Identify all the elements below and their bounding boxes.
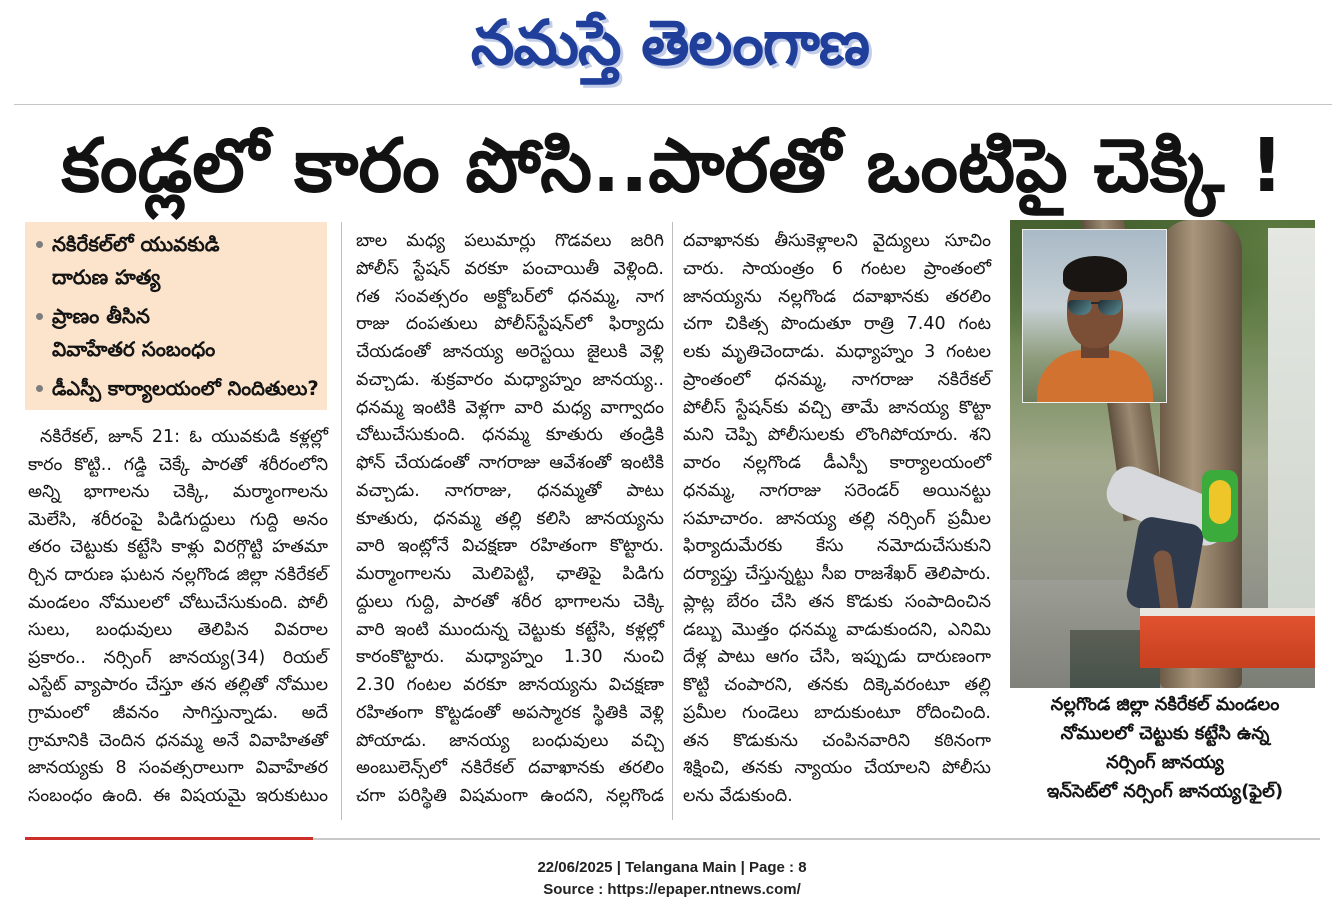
bullet-icon: [36, 385, 43, 392]
article-line: తన కొడుకును చంపినవారిని కఠినంగా: [683, 730, 991, 751]
article-line: ధనమ్మ, నాగరాజు సరెండర్ అయినట్టు: [683, 480, 991, 501]
article-line: ఫిర్యాదుమేరకు కేసు నమోదుచేసుకుని: [683, 536, 991, 557]
article-column-2: [356, 228, 664, 811]
article-line: వచ్చాడు. శుక్రవారం మధ్యాహ్నం జానయ్య..: [356, 369, 664, 390]
photo-sky: [1268, 228, 1315, 618]
photo-garland-flowers: [1209, 480, 1231, 524]
article-line: ఎస్టేట్ వ్యాపారం చేస్తూ తన తల్లితో నోముల: [28, 675, 328, 696]
photo-curb: [1140, 616, 1315, 668]
article-line: రాజు దంపతులు పోలీస్‌స్టేషన్‌లో ఫిర్యాదు: [356, 314, 664, 335]
article-line: దర్యాప్తు చేస్తున్నట్టు సీఐ రాజశేఖర్ తెలిపారు.: [683, 564, 991, 584]
caption-line: నర్సింగ్ జానయ్య: [1106, 752, 1224, 773]
article-line: గ్రామంలో జీవనం సాగిస్తున్నాడు. అదే: [28, 702, 328, 723]
article-line: గత సంవత్సరం అక్టోబర్‌లో ధనమ్మ, నాగ: [356, 286, 664, 307]
article-line: కొట్టి చంపారని, తనకు దిక్కెవరంటూ తల్లి: [683, 675, 991, 695]
article-line: వచ్చాడు. నాగరాజు, ధనమ్మతో పాటు: [356, 480, 664, 501]
article-line: పోలీస్ స్టేషన్‌కు వచ్చి తామే జానయ్య కొట్టా: [683, 397, 991, 418]
article-line: సంబంధం ఉంది. ఈ విషయమై ఇరుకుటుం: [28, 785, 328, 806]
highlight-line: వివాహేతర సంబంధం: [52, 337, 216, 361]
highlight-item: [52, 372, 322, 405]
article-line: ధనమ్మ ఇంటికి వెళ్లగా వారి మధ్య వాగ్వాదం: [356, 397, 664, 418]
article-line: అన్ని భాగాలను చెక్కి, మర్మాంగాలను: [28, 482, 328, 503]
masthead-divider: [14, 104, 1332, 105]
article-line: లకు మృతిచెందాడు. మధ్యాహ్నం 3 గంటల: [683, 342, 991, 362]
article-line: ప్రకారం.. నర్సింగ్ జానయ్య(34) రియల్: [28, 647, 328, 668]
caption-line: నోములలో చెట్టుకు కట్టేసి ఉన్న: [1060, 723, 1270, 744]
article-line: చగా పరిస్థితి విషమంగా ఉందని, నల్లగొండ: [356, 786, 664, 806]
article-line: ద్దులు గుద్ది, పారతో శరీర భాగాలను చెక్కి: [356, 591, 664, 612]
footer-separator: |: [616, 859, 621, 876]
footer-separator: |: [740, 859, 745, 876]
footer-edition-line: [372, 858, 972, 878]
column-divider: [672, 222, 673, 820]
bullet-icon: [36, 313, 43, 320]
footer-source-label: Source :: [543, 881, 604, 898]
article-line: డబ్బు మొత్తం ధనమ్మ వాడుకుందని, ఎనిమి: [683, 619, 991, 640]
article-line: ఫోన్ చేయడంతో నాగరాజు ఆవేశంతో ఇంటికి: [356, 453, 664, 473]
article-line: 2.30 గంటల వరకూ జానయ్యను విచక్షణా: [356, 675, 664, 695]
column-divider: [341, 222, 342, 820]
highlight-line: ప్రాణం తీసిన: [52, 304, 150, 328]
article-line: చోటుచేసుకుంది. ధనమ్మ కూతురు తండ్రికి: [356, 425, 664, 446]
footer-page: Page : 8: [749, 859, 807, 876]
headline: కండ్లలో కారం పోసి..పారతో ఒంటిపై చెక్కి !: [61, 123, 1284, 209]
article-line: శిక్షించి, తనకు న్యాయం చేయాలని పోలీసు: [683, 758, 991, 779]
article-column-1: [28, 424, 328, 810]
article-line: సమాచారం. జానయ్య తల్లి నర్సింగ్ ప్రమీల: [683, 508, 991, 529]
highlight-line: దారుణ హత్య: [52, 265, 161, 289]
article-line: అంబులెన్స్‌లో నకిరేకల్ దవాఖానకు తరలిం: [356, 758, 664, 779]
article-line: వారి ఇంట్లోనే విచక్షణా రహితంగా కొట్టారు.: [356, 536, 664, 557]
article-line: జానయ్యను నల్లగొండ దవాఖానకు తరలిం: [683, 286, 991, 307]
highlight-item: [52, 300, 322, 366]
masthead-logo: నమస్తే తెలంగాణ: [470, 6, 870, 79]
footer-date: 22/06/2025: [537, 859, 613, 876]
article-line: తరం చెట్టుకు కట్టేసి కాళ్లు విరగ్గొట్టి హతమా: [28, 537, 328, 558]
article-line: పోలీస్ స్టేషన్ వరకూ పంచాయితీ వెళ్లింది.: [356, 258, 664, 279]
footer-source-line: [372, 880, 972, 900]
bottom-accent-rule: [25, 837, 313, 840]
article-line: గ్రామానికి చెందిన ధనమ్మ అనే వివాహితతో: [28, 730, 328, 751]
article-line: మెలేసి, శరీరంపై పిడిగుద్దులు గుద్ది అనం: [28, 509, 328, 530]
article-line: కూతురు, ధనమ్మ తల్లి కలిసి జానయ్యను: [356, 508, 664, 529]
article-line: బాల మధ్య పలుమార్లు గొడవలు జరిగి: [356, 231, 664, 251]
footer-source-url: https://epaper.ntnews.com/: [607, 881, 801, 898]
photo-caption: [1015, 690, 1315, 806]
article-line: ప్రమీల గుండెలు బాదుకుంటూ రోదించింది.: [683, 702, 991, 723]
footer-edition: Telangana Main: [625, 859, 737, 876]
article-line: పోయాడు. జానయ్య బంధువులు వచ్చి: [356, 730, 664, 751]
inset-hair: [1063, 256, 1127, 292]
article-line: దవాఖానకు తీసుకెళ్లాలని వైద్యులు సూచిం: [683, 231, 991, 251]
article-line: కారంకొట్టారు. మధ్యాహ్నం 1.30 నుంచి: [356, 647, 664, 668]
article-line: వారి ఇంటి ముందున్న చెట్టుకు కట్టేసి, కళ్లల్లో: [356, 619, 664, 640]
article-line: చేయడంతో జానయ్య అరెస్టయి జైలుకి వెళ్లి: [356, 342, 664, 362]
article-line: వారం నల్లగొండ డీఎస్పీ కార్యాలయంలో: [683, 453, 991, 473]
article-line: దేళ్ల పాటు ఆగం చేసి, ఇప్పుడు దారుణంగా: [683, 647, 991, 668]
article-line: ర్చిన దారుణ ఘటన నల్లగొండ జిల్లా నకిరేకల్: [28, 564, 328, 585]
highlight-item: [52, 228, 322, 294]
highlights-box: [25, 222, 327, 410]
article-line: మని చెప్పి పోలీసులకు లొంగిపోయారు. శని: [683, 425, 991, 446]
article-line: సులు, బంధువులు తెలిపిన వివరాల: [28, 620, 328, 641]
article-line: జానయ్యకు 8 సంవత్సరాలుగా వివాహేతర: [28, 758, 328, 779]
inset-portrait: [1022, 229, 1167, 403]
article-line: చగా చికిత్స పొందుతూ రాత్రి 7.40 గంట: [683, 314, 991, 335]
news-photo: [1010, 220, 1315, 688]
article-line: మండలం నోములలో చోటుచేసుకుంది. పోలీ: [28, 592, 328, 613]
article-line: చారు. సాయంత్రం 6 గంటల ప్రాంతంలో: [683, 258, 991, 279]
article-column-3: [683, 228, 991, 811]
article-line: నకిరేకల్, జూన్ 21: ఓ యువకుడి కళ్లల్లో: [40, 427, 328, 447]
caption-line: ఇన్‌సెట్‌లో నర్సింగ్ జానయ్య(ఫైల్): [1046, 781, 1284, 802]
article-line: కారం కొట్టి.. గడ్డి చెక్కే పారతో శరీరంలోని: [28, 454, 328, 475]
article-line: మర్మాంగాలను మెలిపెట్టి, ఛాతిపై పిడిగు: [356, 564, 664, 584]
highlight-line: డీఎస్పీ కార్యాలయంలో నిందితులు?: [52, 377, 319, 400]
article-line: లను వేడుకుంది.: [683, 786, 793, 806]
sunglasses-bridge: [1091, 302, 1099, 304]
caption-line: నల్లగొండ జిల్లా నకిరేకల్ మండలం: [1050, 694, 1280, 715]
article-line: రహితంగా కొట్టడంతో అపస్మారక స్థితికి వెళ్లి: [356, 702, 664, 723]
article-line: ప్లాట్ల బేరం చేసి తన కొడుకు సంపాదించిన: [683, 591, 991, 612]
article-line: ప్రాంతంలో ధనమ్మ, నాగరాజు నకిరేకల్: [683, 369, 991, 390]
bullet-icon: [36, 241, 43, 248]
highlight-line: నకిరేకల్‌లో యువకుడి: [52, 232, 220, 256]
